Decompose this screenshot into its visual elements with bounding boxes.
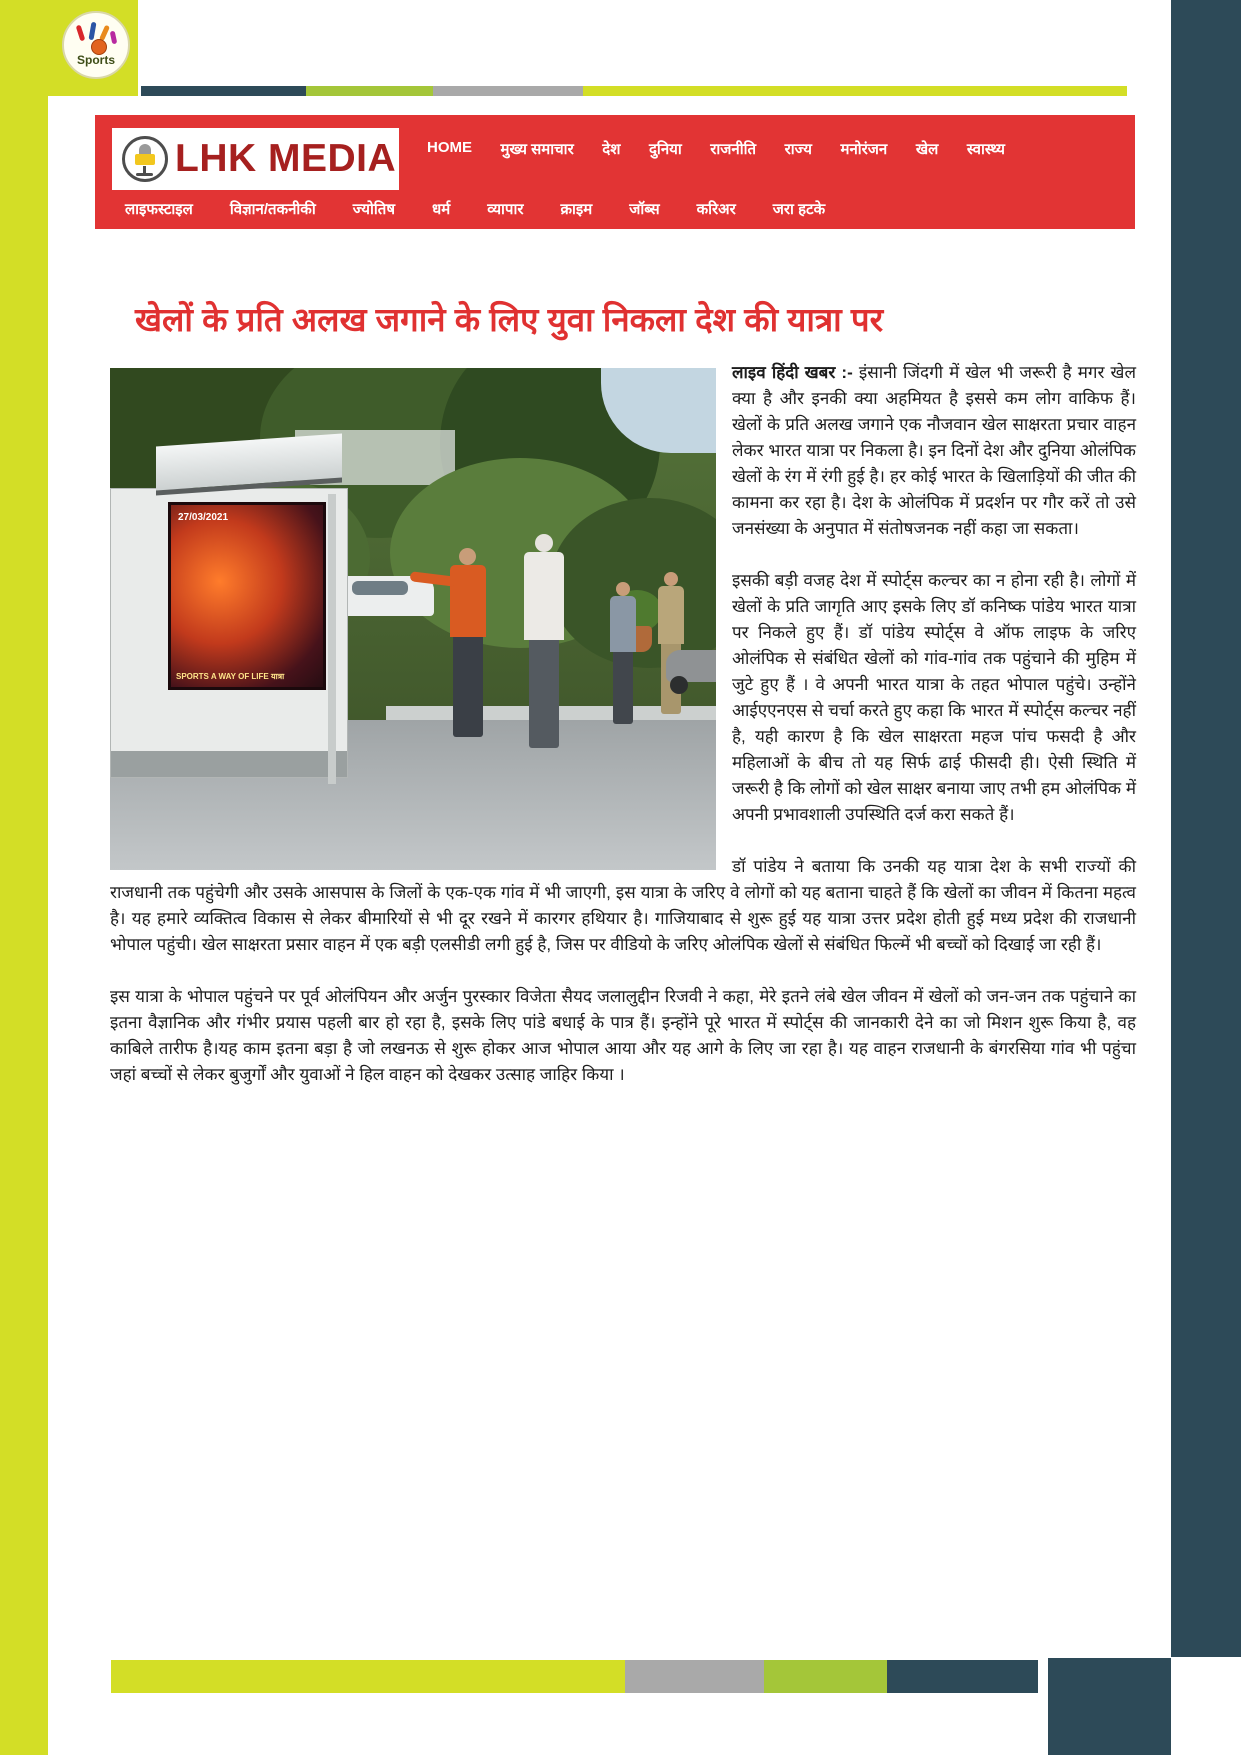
paragraph-text: इंसानी जिंदगी में खेल भी जरूरी है मगर खेल क्या है और इनकी क्या अहमियत है इससे कम लोग वाकिफ हैं। खेलों के प्रति अलख जगाने एक नौजवान खेल साक्षरता प्रचार वाहन लेकर भारत यात्रा पर निकला है। इन दिनों देश और दुनिया ओलंपिक खेलों के रंग में रंगी हुई है। हर कोई भारत के खिलाड़ियों की जीत की कामना कर रहा है। देश के ओलंपिक में प्रदर्शन पर गौर करें तो उसे जनसंख्या के अनुपात में संतोषजनक नहीं कहा जा सकता। (732, 363, 1136, 538)
microphone-icon (122, 136, 168, 182)
screen-date-text: 27/03/2021 (178, 512, 229, 523)
nav-item-lifestyle[interactable]: लाइफस्टाइल (125, 201, 193, 218)
top-stripe-gray (433, 86, 583, 96)
scooter (666, 650, 716, 682)
nav-item-state[interactable]: राज्य (784, 141, 812, 158)
nav-item-religion[interactable]: धर्म (432, 201, 451, 218)
car-window (352, 581, 408, 595)
article-headline: खेलों के प्रति अलख जगाने के लिए युवा निकला देश की यात्रा पर (135, 301, 884, 339)
site-logo-text: LHK MEDIA (175, 137, 397, 180)
nav-item-business[interactable]: व्यापार (487, 201, 524, 218)
top-stripe-teal (141, 86, 306, 96)
article-paragraph: इसकी बड़ी वजह देश में स्पोर्ट्स कल्चर का न होना रही है। लोगों में खेलों के प्रति जागृति आए इसके लिए डॉ कनिष्क पांडेय भारत यात्रा पर निकले हुए हैं। डॉ पांडेय स्पोर्ट्स वे ऑफ लाइफ के जरिए ओलंपिक से संबंधित खेलों को गांव-गांव तक पहुंचाने की मुहिम में जुटे हुए हैं । वे अपनी भारत यात्रा के तहत भोपाल पहुंचे। उन्होंने आईएएनएस से चर्चा करते हुए कहा कि भारत में स्पोर्ट्स कल्चर नहीं है, यही कारण है कि खेल साक्षरता महज पांच फसदी है और महिलाओं के बीच तो यह सिर्फ ढाई फीसदी ही। ऐसी स्थिति में जरूरी है कि लोगों को खेल साक्षर बनाया जाए तभी हम ओलंपिक में अपनी प्रभावशाली उपस्थिति दर्ज करा सकते हैं। (732, 571, 1136, 824)
primary-nav (427, 139, 1005, 159)
nav-item-world[interactable]: दुनिया (648, 141, 682, 158)
nav-item-offbeat[interactable]: जरा हटके (772, 201, 826, 218)
sports-badge-logo (62, 11, 130, 79)
site-logo[interactable] (112, 128, 399, 190)
article-body (110, 360, 1136, 1114)
nav-item-health[interactable]: स्वास्थ्य (966, 141, 1005, 158)
nav-item-top-news[interactable]: मुख्य समाचार (500, 141, 574, 158)
site-header (95, 115, 1135, 229)
nav-item-country[interactable]: देश (602, 141, 621, 158)
nav-item-astrology[interactable]: ज्योतिष (352, 201, 395, 218)
bottom-right-accent-block (1048, 1658, 1171, 1755)
screen-caption-text: SPORTS A WAY OF LIFE यात्रा (176, 671, 285, 681)
right-accent-strip (1171, 0, 1241, 1657)
bottom-stripe-teal (887, 1660, 1038, 1693)
top-stripe-green (306, 86, 433, 96)
nav-item-sports[interactable]: खेल (915, 141, 939, 158)
nav-item-entertainment[interactable]: मनोरंजन (840, 141, 888, 158)
left-accent-strip (0, 0, 48, 1755)
badge-label: Sports (76, 53, 115, 67)
bottom-stripe-green (764, 1660, 887, 1693)
top-stripe-lime (583, 86, 1127, 96)
nav-item-crime[interactable]: क्राइम (560, 201, 593, 218)
bottom-stripe-lime (111, 1660, 625, 1693)
led-screen (168, 502, 326, 690)
article-paragraph: डॉ पांडेय ने बताया कि उनकी यह यात्रा देश के सभी राज्यों की राजधानी तक पहुंचेगी और उसके आसपास के जिलों के एक-एक गांव में भी जाएगी, इस यात्रा के जरिए वे लोगों को यह बताना चाहते हैं कि खेलों का जीवन में कितना महत्व है। यह हमारे व्यक्तित्व विकास से लेकर बीमारियों से भी दूर रखने में कारगर हथियार है। गाजियाबाद से शुरू हुई यह यात्रा उत्तर प्रदेश होती हुई मध्य प्रदेश की राजधानी भोपाल पहुंची। खेल साक्षरता प्रसार वाहन में एक बड़ी एलसीडी लगी हुई है, जिस पर वीडियो के जरिए ओलंपिक खेलों से संबंधित फिल्में भी बच्चों को दिखाई जा रही हैं। (110, 857, 1136, 954)
truck-support-pole (328, 494, 336, 784)
nav-item-home[interactable]: HOME (427, 139, 472, 156)
article-paragraph: इस यात्रा के भोपाल पहुंचने पर पूर्व ओलंपियन और अर्जुन पुरस्कार विजेता सैयद जलालुद्दीन रिजवी ने कहा, मेरे इतने लंबे खेल जीवन में खेलों को जन-जन तक पहुंचाने का इतना वैज्ञानिक और गंभीर प्रयास पहली बार हो रहा है, इसके लिए पांडे बधाई के पात्र हैं। इन्होंने पूरे भारत में स्पोर्ट्स की जानकारी देने का जो मिशन शुरू किया है, वह काबिले तारीफ है।यह काम इतना बड़ा है जो लखनऊ से शुरू होकर आज भोपाल आया और यह आगे के लिए जा रहा है। यह वाहन राजधानी के बंगरसिया गांव भी पहुंचा जहां बच्चों से लेकर बुजुर्गों और युवाओं ने हिल वाहन को देखकर उत्साह जाहिर किया । (110, 987, 1136, 1084)
nav-item-politics[interactable]: राजनीति (710, 141, 757, 158)
nav-item-science-tech[interactable]: विज्ञान/तकनीकी (229, 201, 316, 218)
bottom-stripe-gray (625, 1660, 764, 1693)
athlete-figure-icon (88, 22, 96, 41)
promo-truck (110, 464, 348, 804)
nav-item-career[interactable]: करिअर (696, 201, 736, 218)
secondary-nav (125, 199, 825, 219)
article-photo (110, 368, 716, 870)
athlete-figure-icon (110, 31, 118, 45)
nav-item-jobs[interactable]: जॉब्स (629, 201, 660, 218)
truck-skirt (111, 751, 347, 777)
athlete-figure-icon (76, 25, 86, 42)
lead-label: लाइव हिंदी खबर :- (732, 363, 853, 382)
